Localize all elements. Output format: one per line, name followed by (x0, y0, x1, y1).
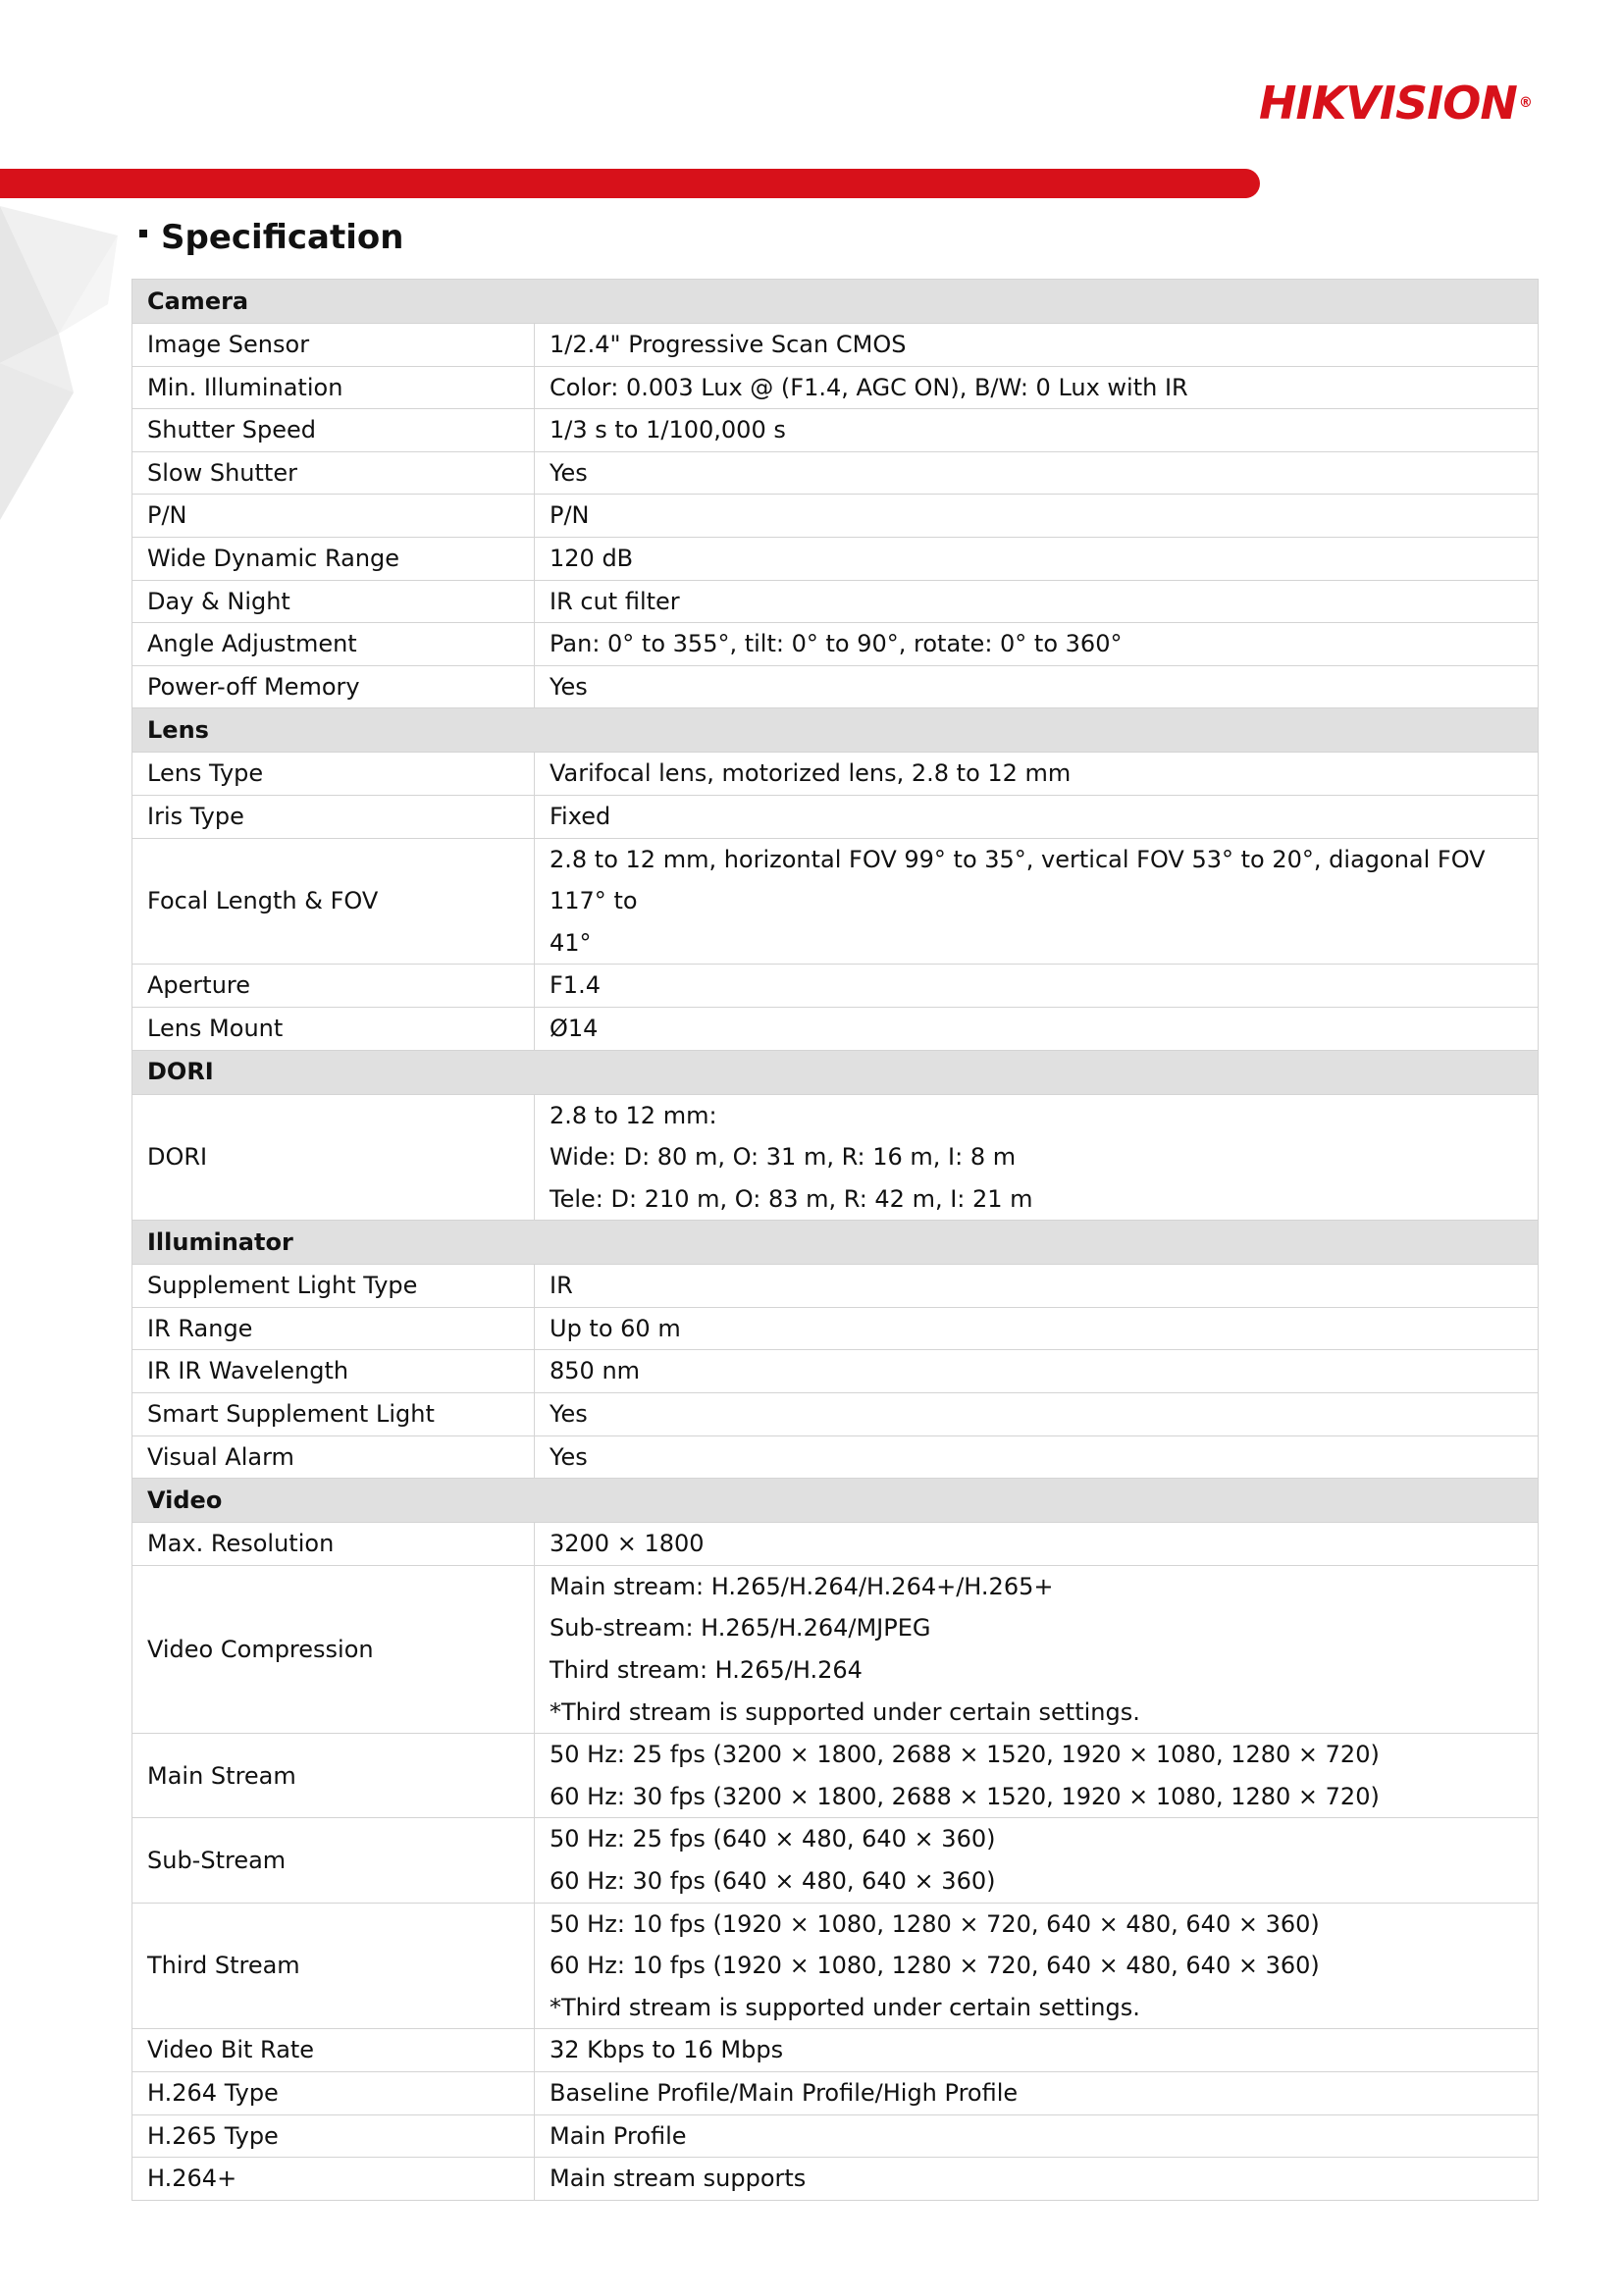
table-row (132, 838, 1539, 965)
table-row (132, 1007, 1539, 1050)
section-header-row (132, 280, 1539, 324)
spec-value-line: P/N (550, 501, 590, 530)
spec-value-line: Yes (550, 458, 588, 487)
spec-value-line: 1/3 s to 1/100,000 s (550, 416, 786, 444)
spec-label: Sub-Stream (132, 1818, 535, 1903)
spec-value (535, 795, 1539, 838)
table-row (132, 1393, 1539, 1436)
spec-value (535, 1435, 1539, 1479)
spec-label: P/N (132, 495, 535, 538)
logo-text: HIKVISION (1259, 77, 1517, 130)
table-row (132, 1565, 1539, 1733)
spec-value-line: 120 dB (550, 544, 634, 572)
spec-value-line: Yes (550, 1400, 588, 1429)
spec-value (535, 2029, 1539, 2072)
decorative-facets-icon (0, 196, 128, 530)
spec-value (535, 623, 1539, 666)
section-header: Lens (132, 708, 1539, 753)
section-header: DORI (132, 1050, 1539, 1094)
spec-value (535, 838, 1539, 965)
spec-value-line: 41° (550, 928, 592, 957)
spec-value (535, 1350, 1539, 1393)
spec-label: Day & Night (132, 580, 535, 623)
spec-value-line: Baseline Profile/Main Profile/High Profile (550, 2078, 1019, 2107)
spec-value-line: Ø14 (550, 1014, 599, 1042)
spec-value-line: 850 nm (550, 1357, 641, 1385)
hikvision-logo (1259, 78, 1563, 128)
spec-label: Video Compression (132, 1565, 535, 1733)
spec-label: Lens Mount (132, 1007, 535, 1050)
spec-value-line: Fixed (550, 802, 611, 830)
spec-label: IR IR Wavelength (132, 1350, 535, 1393)
table-row (132, 1307, 1539, 1350)
spec-value (535, 1007, 1539, 1050)
spec-value (535, 537, 1539, 580)
spec-label: Video Bit Rate (132, 2029, 535, 2072)
spec-value-line: Wide: D: 80 m, O: 31 m, R: 16 m, I: 8 m (550, 1143, 1017, 1172)
table-row (132, 753, 1539, 796)
spec-label: Aperture (132, 965, 535, 1008)
spec-value-line: Varifocal lens, motorized lens, 2.8 to 12 mm (550, 759, 1072, 788)
spec-value-line: 2.8 to 12 mm: (550, 1101, 717, 1129)
page-title (139, 218, 403, 257)
spec-value-line: Tele: D: 210 m, O: 83 m, R: 42 m, I: 21 m (550, 1184, 1033, 1213)
spec-label: Max. Resolution (132, 1523, 535, 1566)
spec-value (535, 665, 1539, 708)
table-row (132, 537, 1539, 580)
spec-label: H.264+ (132, 2158, 535, 2201)
spec-value (535, 451, 1539, 495)
page-title-text: Specification (161, 218, 404, 257)
bullet-square-icon (139, 230, 147, 237)
spec-value-line: 50 Hz: 25 fps (3200 × 1800, 2688 × 1520, 1920 × 1080, 1280 × 720) (550, 1741, 1380, 1769)
section-header: Video (132, 1479, 1539, 1523)
spec-label: Focal Length & FOV (132, 838, 535, 965)
spec-label: Third Stream (132, 1903, 535, 2029)
table-row (132, 1094, 1539, 1221)
spec-value (535, 580, 1539, 623)
section-header-row (132, 1221, 1539, 1265)
spec-value (535, 1307, 1539, 1350)
spec-value (535, 753, 1539, 796)
spec-label: Supplement Light Type (132, 1265, 535, 1308)
table-row (132, 665, 1539, 708)
registered-mark-icon: ® (1518, 95, 1532, 111)
spec-value (535, 2071, 1539, 2114)
table-row (132, 1903, 1539, 2029)
section-header: Illuminator (132, 1221, 1539, 1265)
table-row (132, 580, 1539, 623)
table-row (132, 1523, 1539, 1566)
spec-label: IR Range (132, 1307, 535, 1350)
spec-value-line: Main stream: H.265/H.264/H.264+/H.265+ (550, 1572, 1054, 1600)
table-row (132, 1734, 1539, 1818)
table-row (132, 409, 1539, 452)
table-row (132, 2071, 1539, 2114)
spec-value-line: Main Profile (550, 2121, 687, 2150)
spec-value (535, 2114, 1539, 2158)
spec-value-line: 32 Kbps to 16 Mbps (550, 2036, 784, 2064)
table-row (132, 795, 1539, 838)
spec-label: Wide Dynamic Range (132, 537, 535, 580)
spec-value-line: *Third stream is supported under certain settings. (550, 1697, 1140, 1726)
spec-label: Slow Shutter (132, 451, 535, 495)
table-row (132, 324, 1539, 367)
spec-value-line: 60 Hz: 10 fps (1920 × 1080, 1280 × 720, 640 × 480, 640 × 360) (550, 1952, 1320, 1980)
spec-value (535, 2158, 1539, 2201)
spec-value (535, 495, 1539, 538)
spec-value-line: 60 Hz: 30 fps (3200 × 1800, 2688 × 1520, 1920 × 1080, 1280 × 720) (550, 1782, 1380, 1810)
table-row (132, 2158, 1539, 2201)
table-row (132, 2029, 1539, 2072)
spec-label: H.264 Type (132, 2071, 535, 2114)
spec-value (535, 1265, 1539, 1308)
spec-value (535, 1393, 1539, 1436)
spec-label: H.265 Type (132, 2114, 535, 2158)
spec-label: Power-off Memory (132, 665, 535, 708)
spec-value-line: Main stream supports (550, 2165, 807, 2193)
spec-value-line: Pan: 0° to 355°, tilt: 0° to 90°, rotate: 0° to 360° (550, 630, 1123, 658)
spec-label: Angle Adjustment (132, 623, 535, 666)
spec-value (535, 1094, 1539, 1221)
spec-value (535, 1734, 1539, 1818)
spec-label: Iris Type (132, 795, 535, 838)
spec-value-line: 2.8 to 12 mm, horizontal FOV 99° to 35°, vertical FOV 53° to 20°, diagonal FOV 117° to (550, 845, 1486, 915)
spec-value (535, 965, 1539, 1008)
spec-value-line: *Third stream is supported under certain settings. (550, 1993, 1140, 2021)
table-row (132, 965, 1539, 1008)
spec-label: Visual Alarm (132, 1435, 535, 1479)
section-header-row (132, 1479, 1539, 1523)
spec-value-line: F1.4 (550, 971, 601, 1000)
spec-value-line: Color: 0.003 Lux @ (F1.4, AGC ON), B/W: 0 Lux with IR (550, 373, 1188, 401)
spec-label: Smart Supplement Light (132, 1393, 535, 1436)
header-red-bar (0, 169, 1260, 198)
table-row (132, 1435, 1539, 1479)
spec-value (535, 1818, 1539, 1903)
section-header-row (132, 708, 1539, 753)
spec-label: Lens Type (132, 753, 535, 796)
spec-label: Shutter Speed (132, 409, 535, 452)
spec-label: Min. Illumination (132, 366, 535, 409)
spec-value (535, 1523, 1539, 1566)
spec-value-line: Yes (550, 672, 588, 701)
table-row (132, 1818, 1539, 1903)
spec-value (535, 409, 1539, 452)
spec-value-line: Third stream: H.265/H.264 (550, 1656, 863, 1685)
spec-value-line: Yes (550, 1442, 588, 1471)
spec-value-line: 1/2.4" Progressive Scan CMOS (550, 331, 907, 358)
spec-value-line: IR cut filter (550, 587, 680, 615)
table-row (132, 1350, 1539, 1393)
spec-value (535, 366, 1539, 409)
spec-table-body (132, 280, 1539, 2201)
spec-value-line: Sub-stream: H.265/H.264/MJPEG (550, 1614, 931, 1643)
table-row (132, 366, 1539, 409)
spec-label: Main Stream (132, 1734, 535, 1818)
spec-value (535, 1903, 1539, 2029)
spec-value-line: 50 Hz: 10 fps (1920 × 1080, 1280 × 720, 640 × 480, 640 × 360) (550, 1909, 1320, 1938)
spec-value-line: IR (550, 1272, 573, 1300)
spec-value (535, 324, 1539, 367)
spec-value (535, 1565, 1539, 1733)
section-header-row (132, 1050, 1539, 1094)
spec-label: DORI (132, 1094, 535, 1221)
section-header: Camera (132, 280, 1539, 324)
table-row (132, 1265, 1539, 1308)
spec-value-line: 60 Hz: 30 fps (640 × 480, 640 × 360) (550, 1867, 996, 1895)
table-row (132, 2114, 1539, 2158)
spec-value-line: 50 Hz: 25 fps (640 × 480, 640 × 360) (550, 1825, 996, 1853)
spec-table (131, 279, 1539, 2201)
table-row (132, 623, 1539, 666)
table-row (132, 451, 1539, 495)
spec-label: Image Sensor (132, 324, 535, 367)
table-row (132, 495, 1539, 538)
spec-value-line: 3200 × 1800 (550, 1530, 705, 1558)
spec-value-line: Up to 60 m (550, 1314, 681, 1342)
